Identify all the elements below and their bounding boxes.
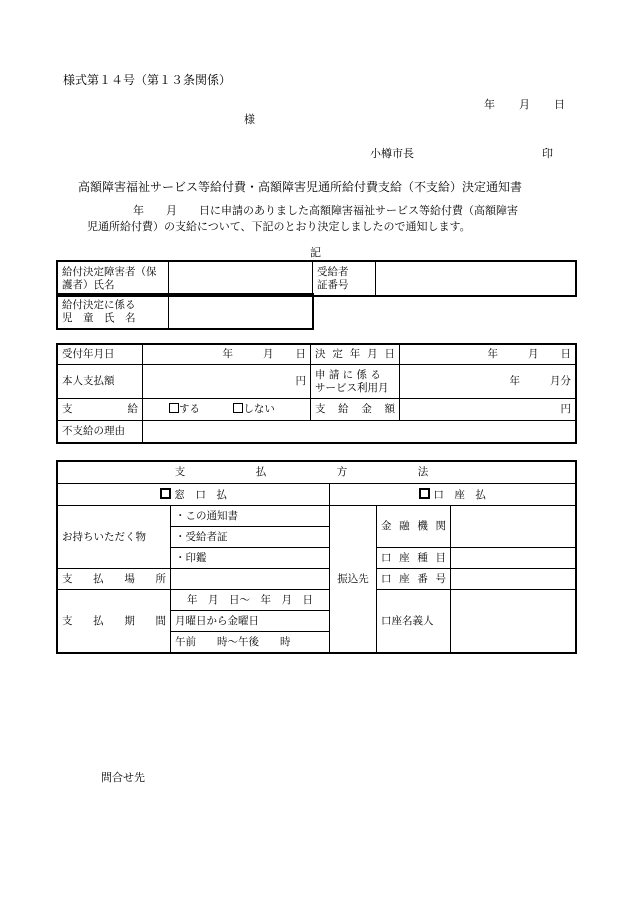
contact-label: 問合せ先 (101, 771, 145, 784)
date-day-label: 日 (554, 98, 565, 111)
decision-date-label: 決定年月日 (311, 345, 400, 365)
payment-place-field[interactable] (171, 569, 330, 590)
service-month-label: 申 請 に 係 る サービス利用月 (311, 365, 400, 399)
window-payment-heading: 窓 口 払 (58, 484, 330, 506)
account-holder-field[interactable] (451, 590, 576, 653)
recipient-table (57, 261, 576, 296)
date-month-label: 月 (519, 98, 530, 111)
child-name-label: 給付決定に係る 児 童 氏 名 (58, 295, 169, 329)
decision-date-field[interactable]: 年 月 日 (400, 345, 576, 365)
received-date-field[interactable]: 年 月 日 (143, 345, 311, 365)
bring-items-label: お持ちいただく物 (58, 506, 171, 569)
form-number: 様式第１４号（第１３条関係） (63, 73, 232, 87)
ki-heading: 記 (310, 246, 321, 259)
recipient-name-label: 給付決定障害者（保 護者）氏名 (58, 262, 169, 296)
checkbox-no-pay[interactable] (233, 403, 243, 413)
checkbox-account-payment[interactable] (419, 488, 430, 499)
non-payment-reason-label: 不支給の理由 (58, 421, 143, 443)
bring-item-3: ・印鑑 (171, 548, 330, 569)
certificate-number-label: 受給者 証番号 (313, 262, 376, 296)
checkbox-window-payment[interactable] (160, 488, 171, 499)
recipient-name-field[interactable] (169, 262, 313, 296)
checkbox-pay[interactable] (169, 403, 179, 413)
option-no-pay-label: しない (243, 403, 275, 415)
child-name-field[interactable] (169, 295, 313, 329)
decision-table (57, 344, 576, 443)
account-payment-heading: 口 座 払 (330, 484, 576, 506)
service-month-field[interactable]: 年 月分 (400, 365, 576, 399)
self-pay-field[interactable]: 円 (143, 365, 311, 399)
seal-mark: 印 (542, 147, 553, 160)
payment-amount-field[interactable]: 円 (400, 399, 576, 421)
issuer-name: 小樽市長 (370, 147, 414, 160)
option-pay-label: する (179, 403, 200, 415)
payment-options (143, 399, 311, 421)
bank-field[interactable] (451, 506, 576, 548)
account-type-label: 口座種目 (377, 548, 451, 569)
body-line-2: 児通所給付費）の支給について、下記のとおり決定しましたので通知します。 (87, 220, 471, 233)
certificate-number-field[interactable] (376, 262, 576, 296)
transfer-destination-label: 振込先 (330, 506, 377, 653)
account-number-label: 口座番号 (377, 569, 451, 590)
received-date-label: 受付年月日 (58, 345, 143, 365)
child-table (57, 294, 313, 329)
payment-amount-label: 支給金額 (311, 399, 400, 421)
account-holder-label: 口座名義人 (377, 590, 451, 653)
payment-label: 支 給 (58, 399, 143, 421)
payment-place-label: 支 払 場 所 (58, 569, 171, 590)
issue-date (484, 96, 565, 112)
payment-period-dates: 年 月 日～ 年 月 日 (171, 590, 330, 611)
document-title: 高額障害福祉サービス等給付費・高額障害児通所給付費支給（不支給）決定通知書 (78, 180, 523, 194)
payment-period-days: 月曜日から金曜日 (171, 611, 330, 632)
payment-method-table (57, 461, 576, 653)
payment-period-label: 支 払 期 間 (58, 590, 171, 653)
payment-period-hours: 午前 時～午後 時 (171, 632, 330, 653)
self-pay-label: 本人支払額 (58, 365, 143, 399)
account-type-field[interactable] (451, 548, 576, 569)
date-year-label: 年 (484, 98, 495, 111)
bank-label: 金融機関 (377, 506, 451, 548)
bring-item-2: ・受給者証 (171, 527, 330, 548)
account-number-field[interactable] (451, 569, 576, 590)
payment-method-heading: 支 払 方 法 (58, 462, 576, 484)
bring-item-1: ・この通知書 (171, 506, 330, 527)
body-line-1: 年 月 日に申請のありました高額障害福祉サービス等給付費（高額障害 (133, 204, 518, 217)
non-payment-reason-field[interactable] (143, 421, 576, 443)
addressee-suffix: 様 (244, 113, 255, 126)
